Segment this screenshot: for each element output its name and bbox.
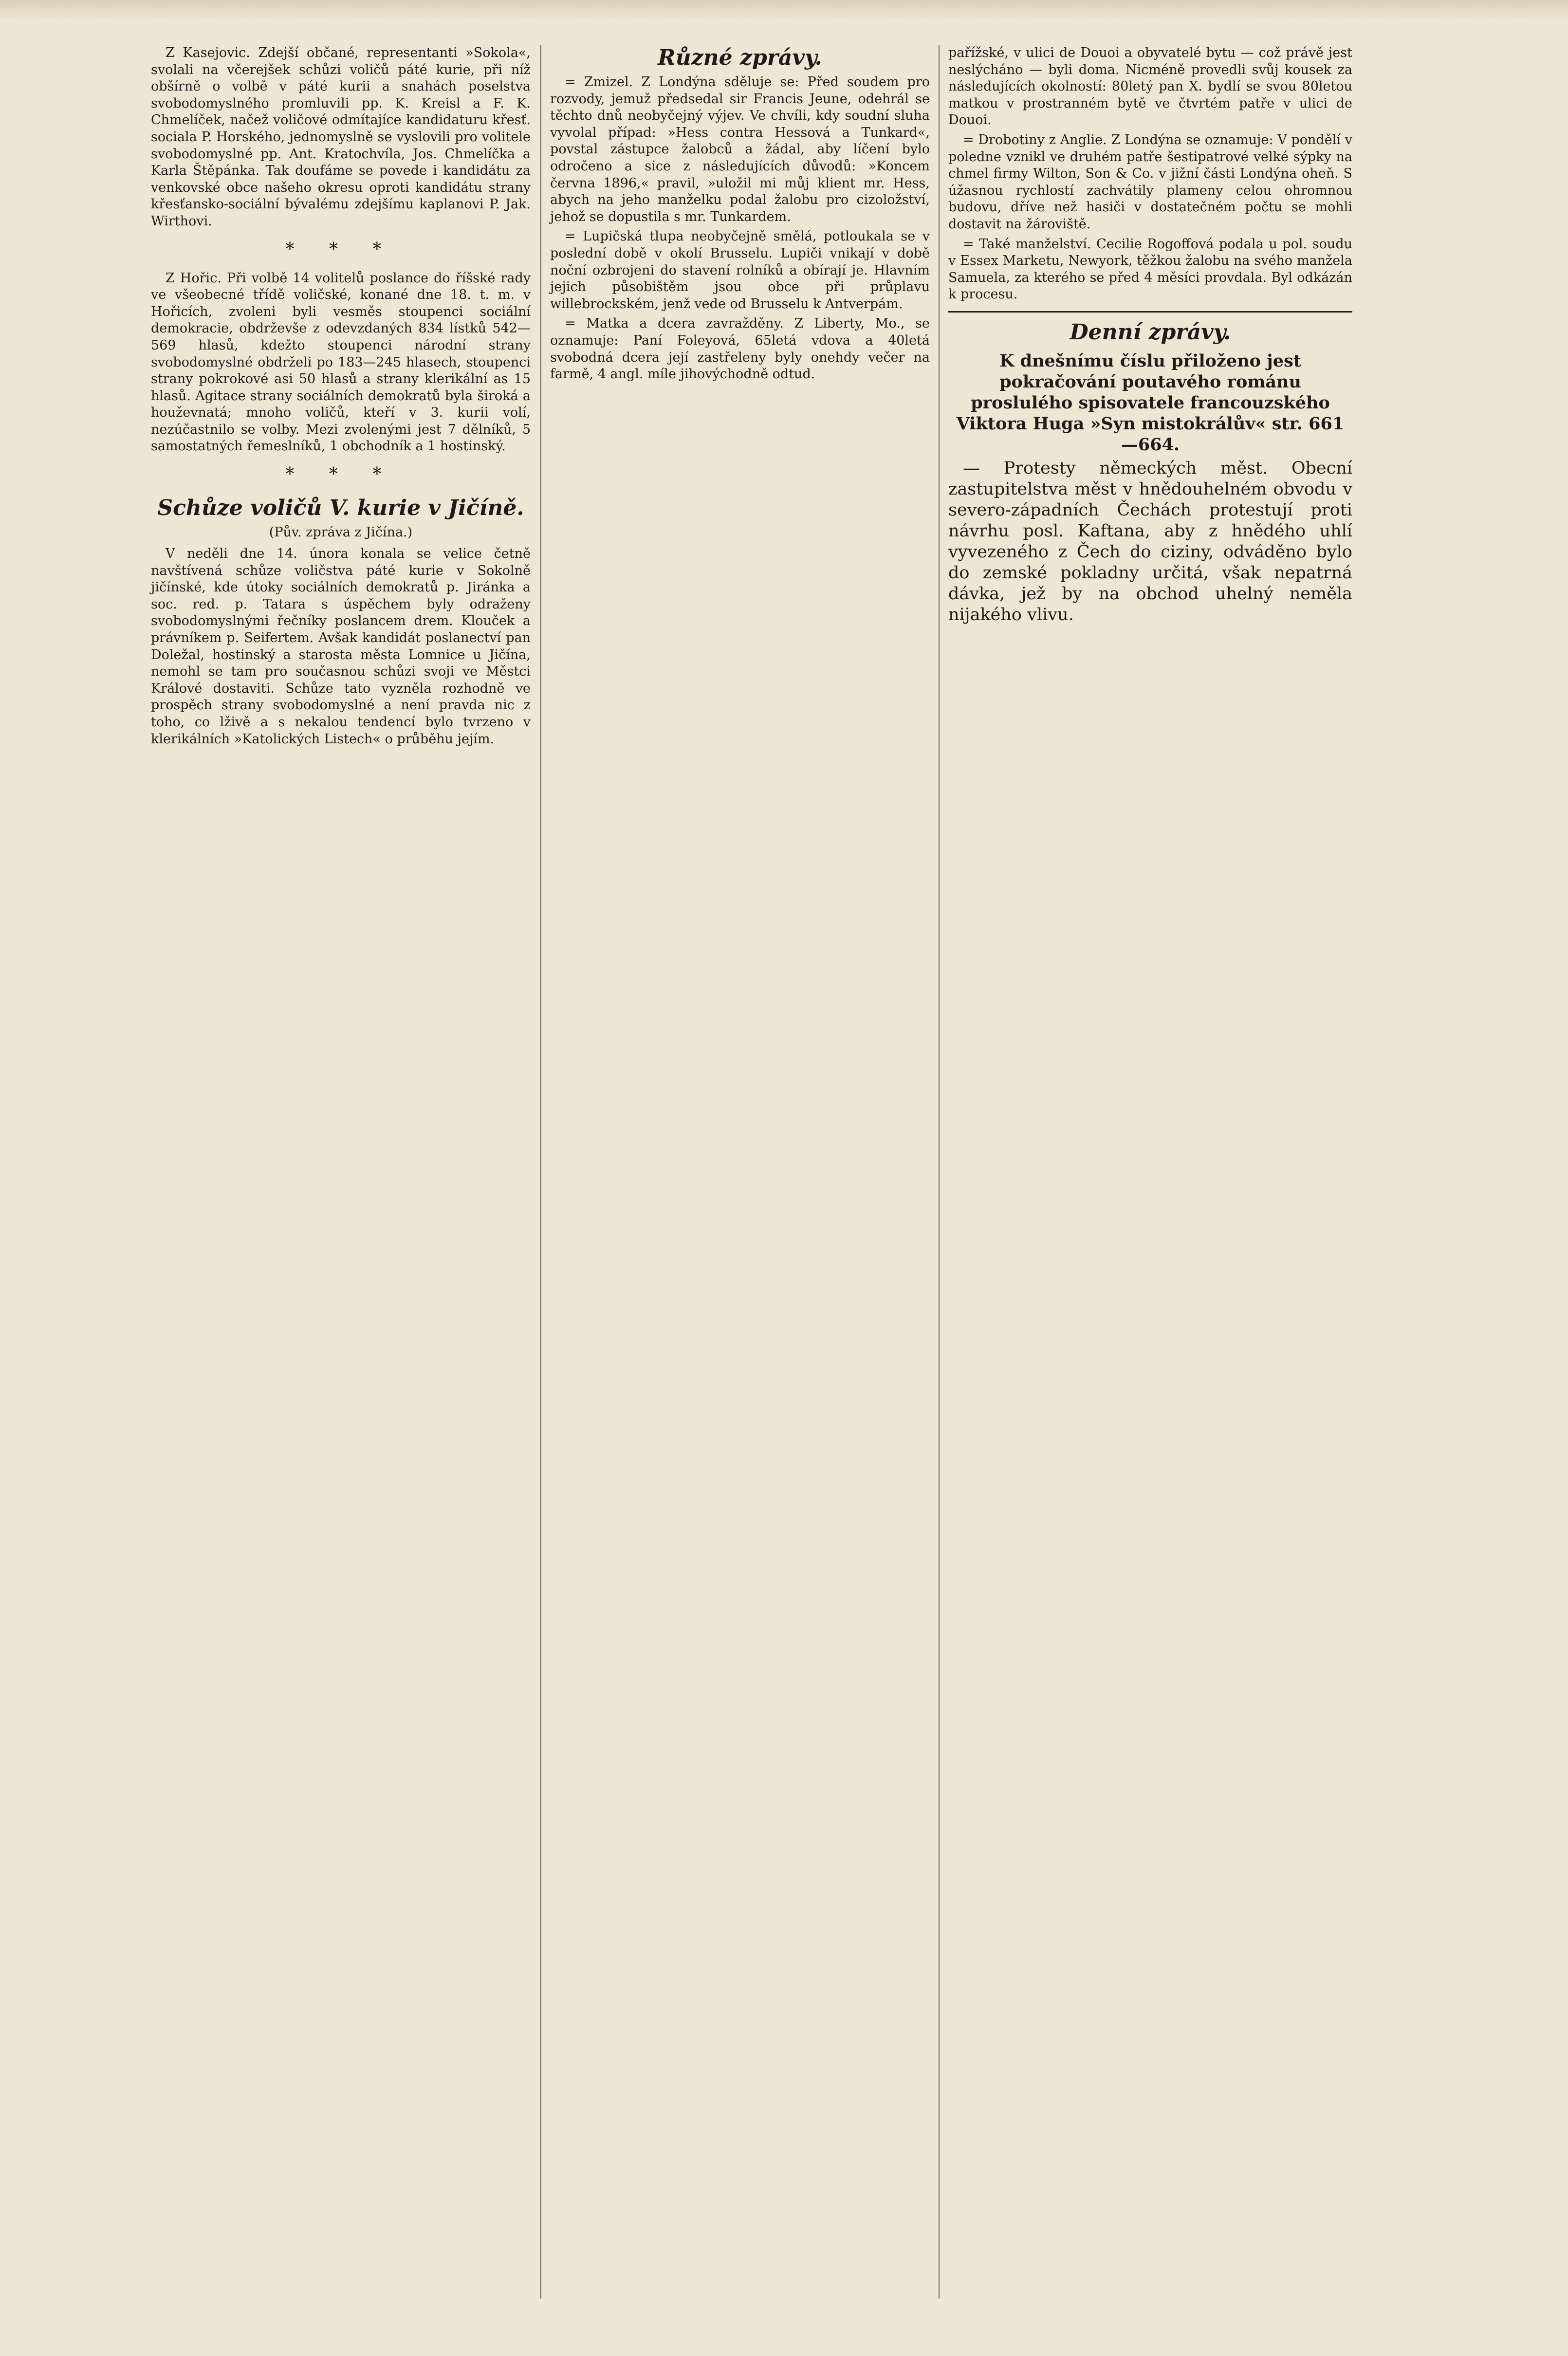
- column-rule: [540, 45, 541, 2299]
- section-title-denni: Denní zprávy.: [948, 311, 1352, 346]
- article-title-jicin: Schůze voličů V. kurie v Jičíně.: [157, 496, 524, 521]
- column-middle: [550, 45, 930, 386]
- article-zmizel: = Zmizel. Z Londýna sděluje se: Před soudem pro rozvody, jemuž předsedal sir Francis Jeune, odehrál se těchto dnů neobyčejný výjev. Ve chvíli, kdy soudní sluha vyvolal případ: »Hess contra Hessová a Tunkard«, povstal zástupce žalobců a žádal, aby líčení bylo odročeno a sice z následujících důvodů: »Koncem června 1896,« pravil, »uložil mi můj klient mr. Hess, abych na jeho manželku podal žalobu pro cizoložství, jehož se dopustila s mr. Tunkardem.: [550, 74, 930, 224]
- article-matka-a-dcera: = Matka a dcera zavražděny. Z Liberty, Mo., se oznamuje: Paní Foleyová, 65letá vdova a 40letá svobodná dcera její zastřeleny byly onehdy večer na farmě, 4 angl. míle jihovýchodně odtud.: [550, 316, 930, 382]
- article-jicin-paragraph: V neděli dne 14. února konala se velice četně navštívená schůze voličstva páté kurie v Sokolně jičínské, kde útoky sociálních demokratů p. Jiránka a soc. red. p. Tatara s úspěchem byly odraženy svobodomyslnými řečníky poslancem drem. Klouček a právníkem p. Seifertem. Avšak kandidát poslanectví pan Doležal, hostinský a starosta města Lomnice u Jičína, nemohl se tam pro současnou schůzi svoji ve Městci Králové dostaviti. Schůze tato vyzněla rozhodně ve prospěch strany svobodomyslné a není pravda nic z toho, co lživě a s nekalou tendencí bylo tvrzeno v klerikálních »Katolických Listech« o průběhu jejím.: [151, 546, 531, 747]
- section-title-ruzne: Různé zprávy.: [658, 45, 822, 70]
- separator-stars: * * *: [285, 464, 396, 485]
- article-manzelstvi: = Také manželství. Cecilie Rogoffová podala u pol. soudu v Essex Marketu, Newyork, těžkou žalobu na svého manžela Samuela, za kterého se před 4 měsíci provdala. Byl odkázán k procesu.: [948, 236, 1352, 302]
- article-continuation: pařížské, v ulici de Douoi a obyvatelé bytu — což právě jest neslýcháno — byli doma. Nicméně provedli svůj kousek za následujících okolností: 80letý pan X. bydlí se svou 80letou matkou v prostranném bytě ve čtvrtém patře v ulici de Douoi.: [948, 45, 1352, 128]
- article-kasejovic: Z Kasejovic. Zdejší občané, representanti »Sokola«, svolali na včerejšek schůzi voličů páté kurie, při níž obšírně o volbě v páté kurii a snahách poselstva svobodomyslného promluvili pp. K. Kreisl a F. K. Chmelíček, načež voličové odmítajíce kandidaturu křesť. sociala P. Horského, jednomyslně se vyslovili pro volitele svobodomyslné pp. Ant. Kratochvíla, Jos. Chmelíčka a Karla Štěpánka. Tak doufáme se povede i kandidátu za venkovské obce našeho okresu oproti kandidátu strany křesťansko-sociální bývalému zdejšímu kaplanovi P. Jak. Wirthovi.: [151, 45, 531, 229]
- article-drobotiny: = Drobotiny z Anglie. Z Londýna se oznamuje: V pondělí v poledne vznikl ve druhém patře šestipatrové velké sýpky na chmel firmy Wilton, Son & Co. v jižní části Londýna oheň. S úžasnou rychlostí zachvátily plameny celou ohromnou budovu, dříve než hasiči v dostatečném počtu se mohli dostavit na žároviště.: [948, 132, 1352, 232]
- denni-zpravy-block: [948, 350, 1352, 626]
- article-lupicska-tlupa: = Lupičská tlupa neobyčejně smělá, potloukala se v poslední době v okolí Brusselu. Lupiči vnikají v době noční ozbrojeni do stavení rolníků a obírají je. Hlavním jejich působištěm jsou obce při průplavu willebrockském, jenž vede od Brusselu k Antverpám.: [550, 229, 930, 312]
- column-rule: [939, 45, 940, 2299]
- page-top-edge: [0, 0, 1568, 19]
- supplement-notice: K dnešnímu číslu přiloženo jest pokračování poutavého románu proslulého spisovatele francouzského Viktora Huga »Syn mistokrálův« str. 661—664.: [956, 350, 1345, 455]
- column-right: [948, 45, 1352, 628]
- column-left: [151, 45, 531, 751]
- article-protesty: — Protesty německých měst. Obecní zastupitelstva měst v hnědouhelném obvodu v severo-západních Čechách protestují proti návrhu posl. Kaftana, aby z hnědého uhlí vyvezeného z Čech do ciziny, odváděno bylo do zemské pokladny určitá, však nepatrná dávka, jež by na obchod uhelný neměla nijakého vlivu.: [948, 458, 1352, 625]
- article-horice: Z Hořic. Při volbě 14 volitelů poslance do říšské rady ve všeobecné třídě voličské, konané dne 18. t. m. v Hořicích, zvoleni byli vesměs stoupenci sociální demokracie, obdrževše z odevzdaných 834 lístků 542—569 hlasů, kdežto stoupenci národní strany svobodomyslné obdrželi po 183—245 hlasech, stoupenci strany pokrokové asi 50 hlasů a strany klerikální as 15 hlasů. Agitace strany sociálních demokratů byla široká a houževnatá; mnoho voličů, kteří v 3. kurii volí, nezúčastnilo se volby. Mezi zvolenými jest 7 dělníků, 5 samostatných řemeslníků, 1 obchodník a 1 hostinský.: [151, 270, 531, 454]
- article-subtitle-jicin: (Pův. zpráva z Jičína.): [269, 525, 413, 540]
- separator-stars: * * *: [285, 239, 396, 259]
